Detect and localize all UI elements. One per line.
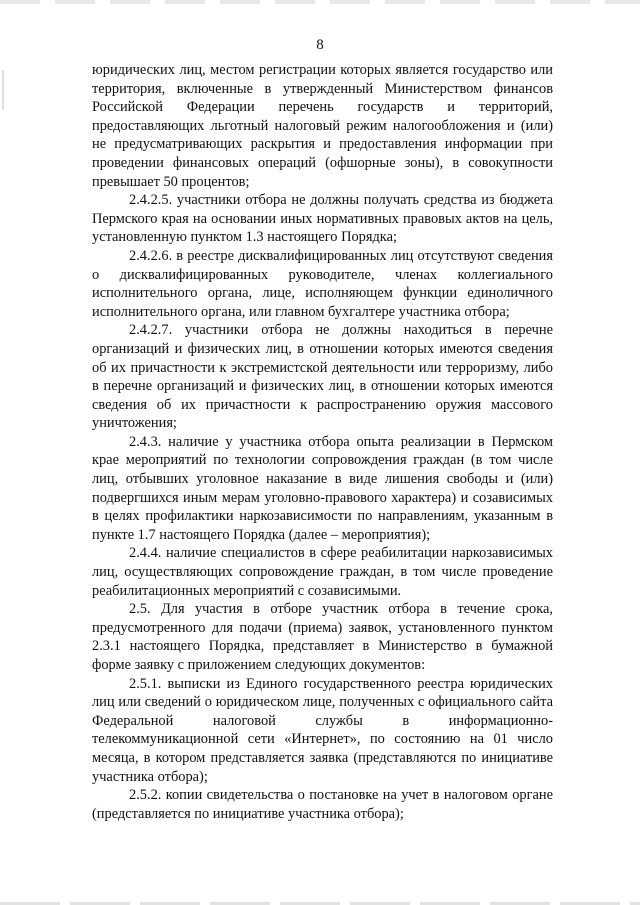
paragraph-2-4-4: 2.4.4. наличие специалистов в сфере реабилитации наркозависимых лиц, осуществляющих сопровождение граждан, в том числе проведение реабилитационных мероприятий с созависимыми.	[92, 545, 553, 599]
paragraph-2-5-1: 2.5.1. выписки из Единого государственного реестра юридических лиц или сведений о юридическом лице, полученных с официального сайта Федеральной налоговой службы в информационно-телекоммуникационной сети «Интернет», по состоянию на 01 число месяца, в котором представляется заявка (представляются по инициативе участника отбора);	[92, 675, 553, 785]
paragraph-2-5-2: 2.5.2. копии свидетельства о постановке на учет в налоговом органе (представляется по инициативе участника отбора);	[92, 787, 553, 822]
paragraph-2-4-2-6: 2.4.2.6. в реестре дисквалифицированных лиц отсутствуют сведения о дисквалифицированных руководителе, членах коллегиального исполнительного органа, лице, исполняющем функции единоличного исполнительного органа, или главном бухгалтере участника отбора;	[92, 247, 553, 320]
scan-edge-top	[0, 0, 640, 4]
paragraph-2-4-2-5: 2.4.2.5. участники отбора не должны получать средства из бюджета Пермского края на основании иных нормативных правовых актов на цель, установленную пунктом 1.3 настоящего Порядка;	[92, 192, 553, 246]
scan-edge-left	[2, 70, 4, 110]
paragraph-2-4-3: 2.4.3. наличие у участника отбора опыта реализации в Пермском крае мероприятий по технологии сопровождения граждан (в том числе лиц, отбывших уголовное наказание в виде лишения свободы и (или) подвергшихся иным мерам уголовно-правового характера) и созависимых в целях профилактики наркозависимости по направлениям, указанным в пункте 1.7 настоящего Порядка (далее – мероприятия);	[92, 433, 553, 543]
paragraph-2-5: 2.5. Для участия в отборе участник отбора в течение срока, предусмотренного для подачи (приема) заявок, установленного пунктом 2.3.1 настоящего Порядка, представляет в Министерство в бумажной форме заявку с приложением следующих документов:	[92, 601, 553, 673]
body-text	[92, 61, 553, 823]
paragraph-1: юридических лиц, местом регистрации которых является государство или территория, включенные в утвержденный Министерством финансов Российской Федерации перечень государств и территорий, предоставляющих льготный налоговый режим налогообложения и (или) не предусматривающих раскрытия и предоставления информации при проведении финансовых операций (офшорные зоны), в совокупности превышает 50 процентов;	[92, 62, 553, 190]
page-number: 8	[316, 37, 324, 53]
paragraph-2-4-2-7: 2.4.2.7. участники отбора не должны находиться в перечне организаций и физических лиц, в отношении которых имеются сведения об их причастности к экстремистской деятельности или терроризму, либо в перечне организаций и физических лиц, в отношении которых имеются сведения об их причастности к распространению оружия массового уничтожения;	[92, 322, 553, 432]
